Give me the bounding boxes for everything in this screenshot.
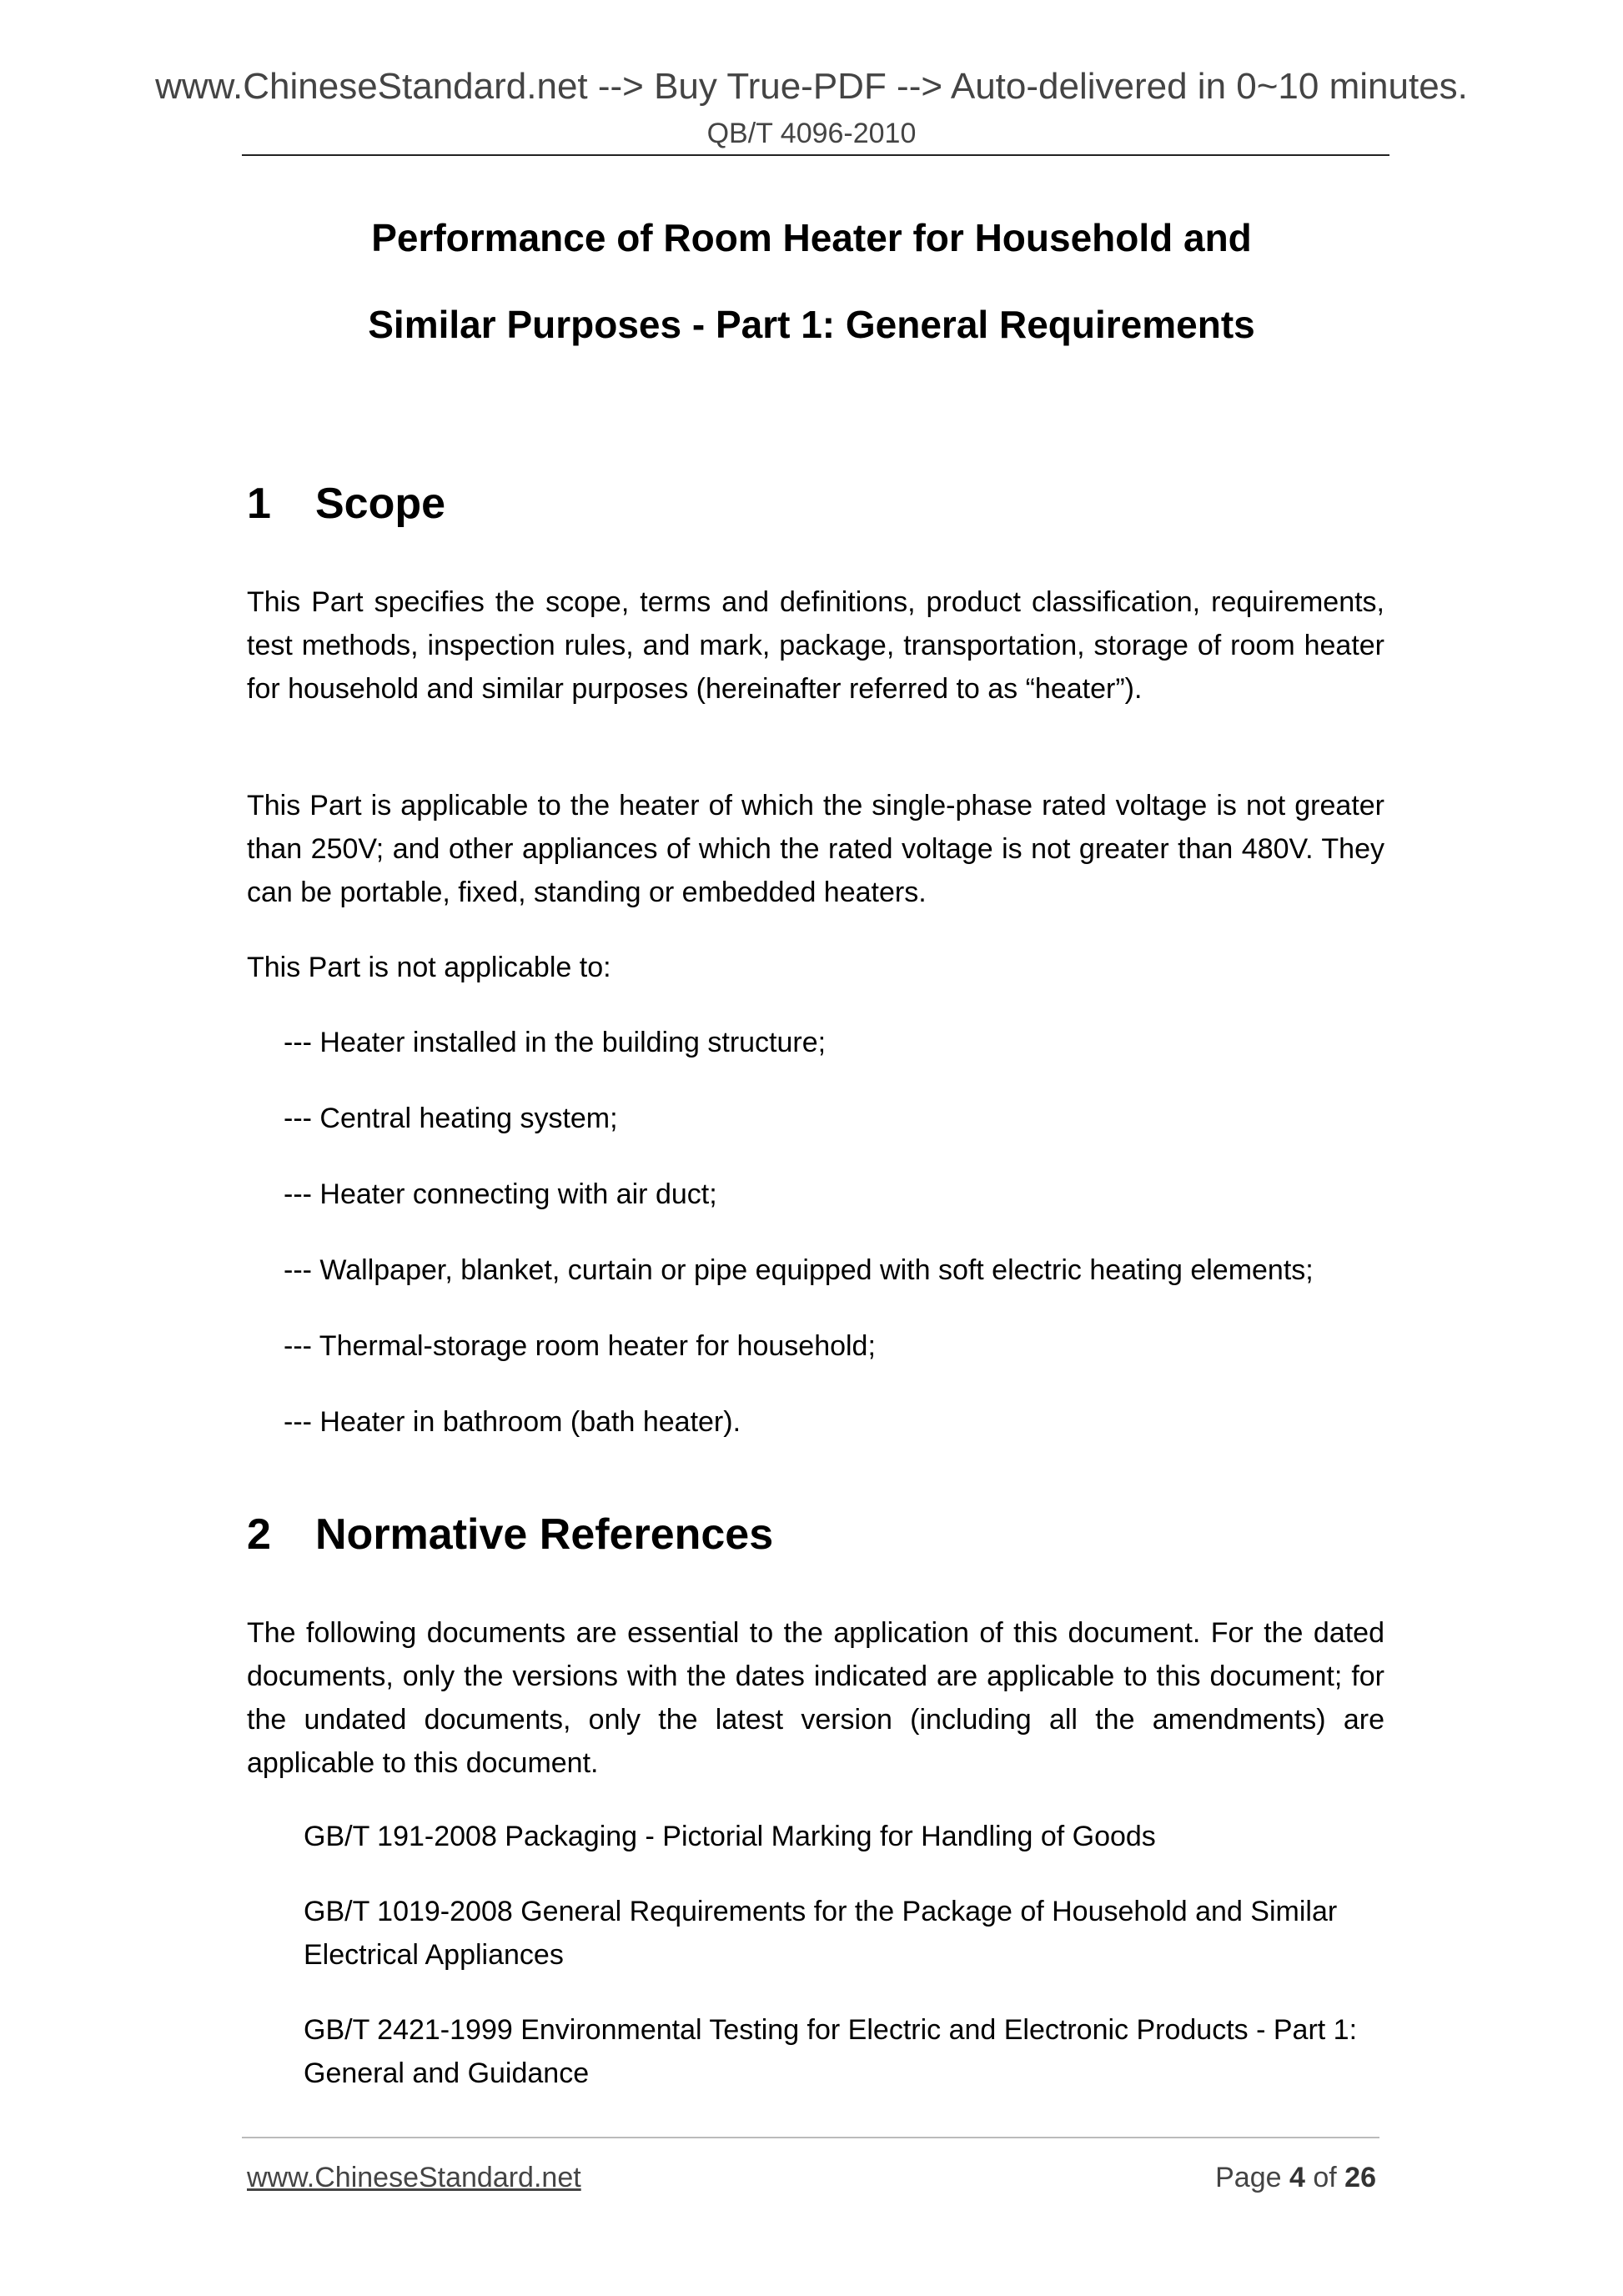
header-standard-number: QB/T 4096-2010: [706, 118, 917, 149]
exclusion-item: --- Thermal-storage room heater for household;: [284, 1330, 876, 1362]
section-1-heading: [247, 479, 445, 529]
exclusion-item: --- Central heating system;: [284, 1103, 618, 1134]
exclusion-item: --- Heater in bathroom (bath heater).: [284, 1406, 741, 1438]
footer-divider: [242, 2137, 1379, 2138]
exclusion-item: --- Heater installed in the building structure;: [284, 1027, 827, 1058]
reference-item: GB/T 2421-1999 Environmental Testing for Electric and Electronic Products - Part 1: General and Guidance: [304, 2014, 1358, 2089]
section-2-number: 2: [247, 1510, 271, 1559]
reference-item: GB/T 191-2008 Packaging - Pictorial Marking for Handling of Goods: [304, 1821, 1156, 1852]
scope-paragraph-2: This Part is applicable to the heater of which the single-phase rated voltage is not greater than 250V; and other appliances of which the rated voltage is not greater than 480V. They can be portable, fixed, standing or embedded heaters.: [247, 790, 1384, 908]
section-2-heading: [247, 1510, 773, 1560]
document-title-line-1: Performance of Room Heater for Household and: [371, 216, 1252, 259]
page-total: 26: [1344, 2162, 1376, 2193]
references-intro: The following documents are essential to the application of this document. For the dated documents, only the versions with the dates indicated are applicable to this document; for the undated documents, only the latest version (including all the amendments) are applicable to this document.: [247, 1617, 1384, 1779]
header-divider: [242, 154, 1389, 156]
exclusion-item: --- Wallpaper, blanket, curtain or pipe equipped with soft electric heating elements;: [284, 1254, 1314, 1286]
page-indicator: [1215, 2160, 1376, 2195]
section-1-number: 1: [247, 480, 271, 528]
scope-paragraph-1: This Part specifies the scope, terms and definitions, product classification, requirements, test methods, inspection rules, and mark, package, transportation, storage of room heater for household and similar purposes (hereinafter referred to as “heater”).: [247, 586, 1384, 705]
footer-site-link[interactable]: www.ChineseStandard.net: [247, 2162, 581, 2193]
page-current: 4: [1289, 2162, 1305, 2193]
document-title-line-2: Similar Purposes - Part 1: General Requirements: [368, 303, 1255, 346]
page-of-label: of: [1313, 2162, 1337, 2193]
section-1-title: Scope: [315, 480, 446, 528]
scope-paragraph-3: This Part is not applicable to:: [247, 952, 611, 983]
reference-item: GB/T 1019-2008 General Requirements for the Package of Household and Similar Electrical Appliances: [304, 1896, 1338, 1971]
section-2-title: Normative References: [315, 1510, 774, 1559]
header-banner: www.ChineseStandard.net --> Buy True-PDF --> Auto-delivered in 0~10 minutes.: [155, 66, 1468, 107]
page-label: Page: [1215, 2162, 1282, 2193]
exclusion-item: --- Heater connecting with air duct;: [284, 1178, 717, 1210]
